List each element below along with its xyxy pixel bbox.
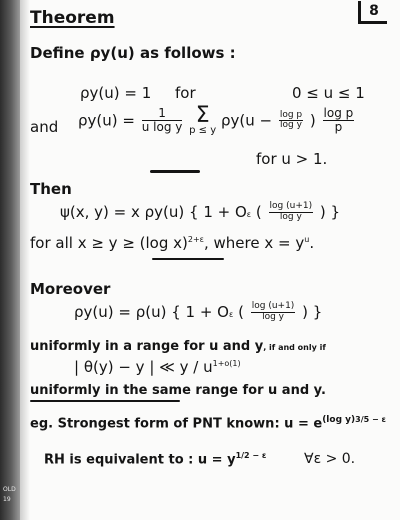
margin-note-bottom: 19: [3, 496, 11, 503]
rho-o-frac: $\frac{\log (u+1)}{\text{log y}}$: [251, 301, 295, 322]
rh-tail: ∀ε > 0.: [304, 451, 356, 467]
theorem-heading: Theorem: [30, 8, 115, 28]
case2-inner-frac: $\frac{\text{log p}}{\text{log y}}$: [279, 109, 303, 131]
case2-and: and: [30, 118, 59, 136]
forall-line: for all x ≥ y ≥ (log x)$^{2+\varepsilon}$, where $x = y^u$.: [30, 234, 315, 252]
case2-term: ρy(u −: [220, 111, 273, 130]
uniform-line-1: uniformly in a range for u and y, if and only if: [30, 339, 326, 354]
case2-lhs: ρy(u) =: [78, 111, 135, 130]
page-binding-edge: [0, 0, 20, 520]
page-shadow: [20, 0, 30, 520]
rh-line: RH is equivalent to : $u = y^{1/2 - \varepsilon}$: [44, 451, 267, 468]
then-label: Then: [30, 180, 72, 198]
psi-formula: ψ(x, y) = x ρy(u) { 1 + Oε ( $\frac{\log (u+1)}{\text{log y}}$ ) }: [60, 201, 341, 222]
case1-condition: 0 ≤ u ≤ 1: [292, 84, 365, 102]
sum-underline: [150, 170, 200, 173]
case1-for: for: [175, 84, 196, 102]
uniform-line-2: uniformly in the same range for u and y.: [30, 383, 326, 398]
case2-weight: $\frac{\text{log p}}{p}$: [323, 106, 354, 135]
case2-formula: ρy(u) = $\frac{1}{\text{u log y}}$ Σ p ≤ y ρy(u − $\frac{\text{log p}}{\text{log y}}$ ) $\frac{\text{log p}}{p}$: [78, 103, 354, 136]
rho-formula: ρy(u) = ρ(u) { 1 + Oε ( $\frac{\log (u+1)}{\text{log y}}$ ) }: [74, 301, 323, 322]
uniform-underline: [30, 400, 180, 402]
eg-line: eg. Strongest form of PNT known: $u = e^{(log y)3/5 - \varepsilon}$: [30, 415, 386, 432]
case2-prefactor: $\frac{1}{\text{u log y}}$: [141, 106, 183, 135]
logx-underline: [152, 258, 224, 260]
case2-condition: for u > 1.: [256, 150, 328, 168]
page-number: 8: [358, 1, 387, 24]
case1-lhs: ρy(u) = 1: [80, 84, 152, 102]
theta-line: | θ(y) − y | ≪ y / $u^{1+o(1)}$: [74, 358, 241, 376]
moreover-label: Moreover: [30, 280, 111, 298]
define-line: Define ρy(u) as follows :: [30, 44, 236, 62]
psi-o-frac: $\frac{\log (u+1)}{\text{log y}}$: [269, 201, 313, 222]
margin-note-top: OLD: [3, 486, 16, 493]
case2-sum: Σ p ≤ y: [189, 103, 217, 136]
